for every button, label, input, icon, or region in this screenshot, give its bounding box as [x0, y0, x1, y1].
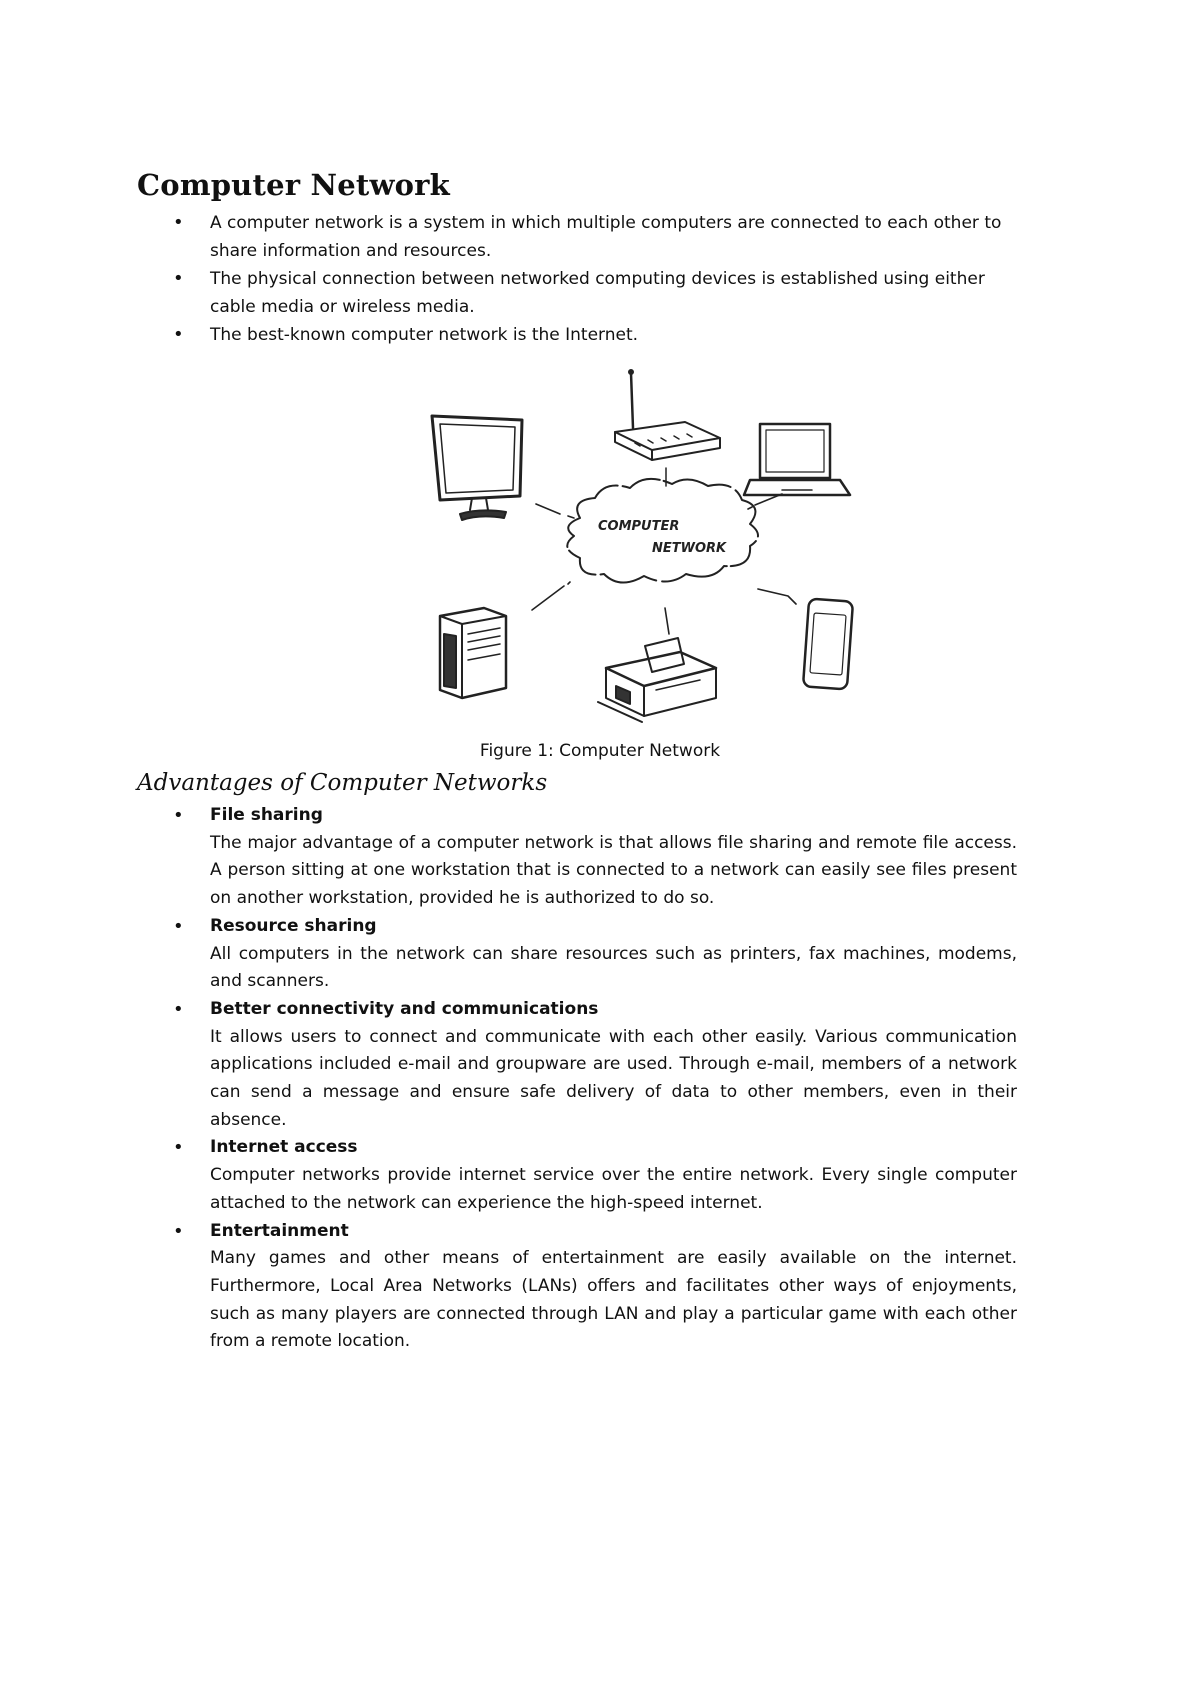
connector-lines — [532, 494, 796, 634]
advantage-item — [137, 913, 1017, 996]
router-icon — [615, 370, 720, 486]
advantage-body: Computer networks provide internet service over the entire network. Every single computer attached to the network can experience the high-speed internet. — [210, 1165, 1017, 1213]
advantage-heading: Resource sharing — [210, 915, 377, 936]
bullet-icon: • — [173, 212, 184, 233]
bullet-icon: • — [173, 1220, 184, 1242]
pc-tower-icon — [440, 608, 506, 698]
intro-item — [137, 321, 1017, 349]
laptop-icon — [744, 424, 850, 495]
advantage-item — [137, 1134, 1017, 1217]
bullet-icon: • — [173, 324, 184, 345]
advantage-item — [137, 1218, 1017, 1357]
intro-item — [137, 209, 1017, 265]
advantage-body: Many games and other means of entertainment are easily available on the internet. Furthermore, Local Area Networks (LANs) offers and facilitates other ways of enjoyments, such as many players are connected through LAN and play a particular game with each other from a remote location. — [210, 1248, 1017, 1352]
advantage-body: All computers in the network can share resources such as printers, fax machines, modems, and scanners. — [210, 943, 1017, 992]
advantages-heading: Advantages of Computer Networks — [137, 770, 548, 796]
page-title: Computer Network — [137, 168, 450, 202]
intro-item-text: A computer network is a system in which multiple computers are connected to each other to share information and resources. — [210, 213, 1002, 261]
intro-item — [137, 265, 1017, 321]
advantage-body: The major advantage of a computer network is that allows file sharing and remote file access. A person sitting at one workstation that is connected to a network can easily see files present on another workstation, provided he is authorized to do so. — [210, 832, 1017, 909]
intro-item-text: The best-known computer network is the Internet. — [210, 325, 639, 345]
figure-caption: Figure 1: Computer Network — [479, 741, 721, 761]
advantage-item — [137, 802, 1017, 913]
bullet-icon: • — [173, 268, 184, 289]
bullet-icon: • — [173, 805, 184, 826]
intro-list — [137, 209, 1017, 349]
bullet-icon: • — [173, 998, 184, 1020]
network-figure — [420, 368, 910, 730]
monitor-icon — [432, 416, 522, 520]
cloud-label-line1: COMPUTER — [598, 519, 680, 534]
network-diagram — [420, 368, 910, 730]
advantages-list — [137, 802, 1017, 1356]
bullet-icon: • — [173, 1137, 184, 1159]
advantage-body: It allows users to connect and communicate with each other easily. Various communication applications included e-mail and groupware are used. Through e-mail, members of a network can send a message and ensure safe delivery of data to other members, even in their absence. — [210, 1026, 1017, 1130]
advantage-heading: Entertainment — [210, 1220, 349, 1241]
smartphone-icon — [803, 599, 853, 690]
intro-item-text: The physical connection between networked computing devices is established using either cable media or wireless media. — [210, 269, 985, 317]
advantage-heading: File sharing — [210, 805, 323, 825]
cloud-label-line2: NETWORK — [652, 541, 727, 556]
printer-icon — [598, 638, 716, 722]
advantage-heading: Internet access — [210, 1137, 358, 1158]
advantage-heading: Better connectivity and communications — [210, 998, 599, 1019]
bullet-icon: • — [173, 915, 184, 937]
advantage-item — [137, 996, 1017, 1135]
